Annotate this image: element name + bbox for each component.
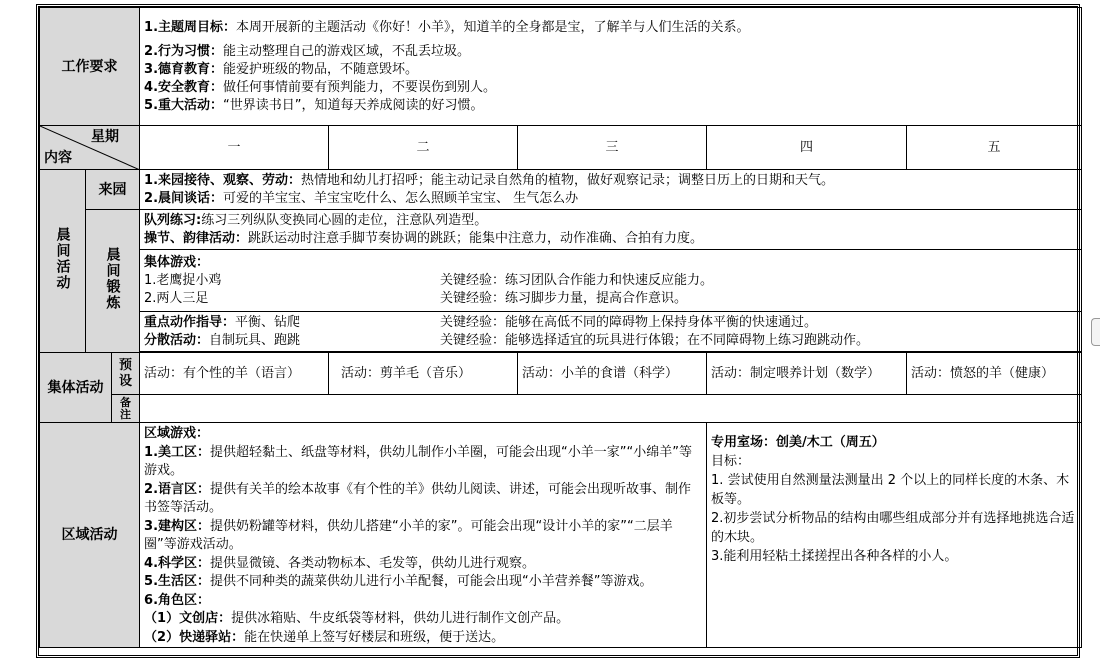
day-header: 二 [329,126,518,170]
day-header: 三 [518,126,707,170]
guidance-row: 分散活动：自制玩具、跑跳 关键经验：能够选择适宜的玩具进行体锻；在不同障碍物上练习跑跳动作。 [144,332,870,348]
weekly-plan-sheet [36,4,1080,658]
activity-cell: 活动：制定喂养计划（数学） [707,353,907,395]
activity-cell: 活动：愤怒的羊（健康） [907,353,1082,395]
week-label: 星期 [91,129,120,145]
group-activity-label: 集体活动 [40,353,112,423]
exercise-label: 晨间锻炼 [86,210,140,353]
activity-cell: 活动：有个性的羊（语言） [140,353,329,395]
area-games: 区域游戏： 1.美工区：提供超轻黏土、纸盘等材料，供幼儿制作小羊圈，可能会出现“小羊一家”“小绵羊”等游戏。 2.语言区：提供有关羊的绘本故事《有个性的羊》供幼儿阅读、讲述，可能会出现听故事、制作书签等活动。 3.建构区：提供奶粉罐等材料，供幼儿搭建“小羊的家”。可能会出现“设计小羊的家”“二层羊圈”等游戏活动。 4.科学区：提供显微镜、各类动物标本、毛发等，供幼儿进行观察。 5.生活区：提供不同种类的蔬菜供幼儿进行小羊配餐，可能会出现“小羊营养餐”等游戏。 6.角色区： （1）文创店：提供冰箱贴、牛皮纸袋等材料，供幼儿进行制作文创产品。 （2）快递驿站：能在快递单上签写好楼层和班级，便于送达。 [140,423,707,648]
arrival-label: 来园 [86,170,140,210]
week-content-header [40,126,140,170]
arrival-content: 1.来园接待、观察、劳动：热情地和幼儿打招呼；能主动记录自然角的植物，做好观察记录；调整日历上的日期和天气。 2.晨间谈话：可爱的羊宝宝、羊宝宝吃什么、怎么照顾羊宝宝、 生气怎么办 [140,170,1082,210]
area-activity-label: 区域活动 [40,423,140,648]
goal-item: 1. 尝试使用自然测量法测量出 2 个以上的同样长度的木条、木板等。 [711,473,1070,507]
day-header: 一 [140,126,329,170]
group-games: 集体游戏： 1.老鹰捉小鸡 关键经验：练习团队合作能力和快速反应能力。 2.两人三足 关键经验：练习脚步力量，提高合作意识。 [140,250,1082,312]
area-item: 5.生活区：提供不同种类的蔬菜供幼儿进行小羊配餐，可能会出现“小羊营养餐”等游戏。 [144,574,653,589]
area-item: 1.美工区：提供超轻黏土、纸盘等材料，供幼儿制作小羊圈，可能会出现“小羊一家”“小绵羊”等游戏。 [144,444,692,478]
exercise-drill: 队列练习:练习三列纵队变换同心圆的走位，注意队列造型。 操节、韵律活动：跳跃运动时注意手脚节奏协调的跳跃；能集中注意力，动作准确、合拍有力度。 [140,210,1082,250]
work-requirements-content [140,8,1082,126]
area-item: （1）文创店：提供冰箱贴、牛皮纸袋等材料，供幼儿进行制作文创产品。 [144,611,570,626]
exercise-guidance [140,312,1082,352]
activity-cell: 活动：小羊的食谱（科学） [518,353,707,395]
goal-item: 3.能利用轻粘土揉搓捏出各种各样的小人。 [711,549,958,564]
work-item: 5.重大活动：“世界读书日”，知道每天养成阅读的好习惯。 [144,97,484,113]
weekly-plan-table [39,7,1082,648]
side-scroll-handle[interactable] [1091,318,1100,346]
work-item: 2.行为习惯：能主动整理自己的游戏区域，不乱丢垃圾。 [144,43,471,59]
area-item: 4.科学区：提供显微镜、各类动物标本、毛发等，供幼儿进行观察。 [144,555,536,571]
guidance-row: 重点动作指导：平衡、钻爬 关键经验：能够在高低不同的障碍物上保持身体平衡的快速通过。 [144,314,818,330]
work-requirements-label: 工作要求 [40,8,140,126]
note-label: 备注 [112,395,140,423]
day-header: 四 [707,126,907,170]
morning-activity-label: 晨间活动 [40,170,86,353]
area-item: （2）快递驿站：能在快递单上签写好楼层和班级，便于送达。 [144,629,505,645]
plan-label: 预设 [112,353,140,395]
work-item: 1.主题周目标：本周开展新的主题活动《你好！小羊》，知道羊的全身都是宝，了解羊与人们生活的关系。 [144,19,750,35]
work-item: 4.安全教育：做任何事情前要有预判能力，不要误伤到别人。 [144,79,497,95]
note-content [140,395,1082,423]
work-item: 3.德育教育：能爱护班级的物品，不随意毁坏。 [144,61,419,77]
activity-cell: 活动：剪羊毛（音乐） [329,353,518,395]
special-room: 专用室场：创美/木工（周五） 目标： 1. 尝试使用自然测量法测量出 2 个以上的同样长度的木条、木板等。 2.初步尝试分析物品的结构由哪些组成部分并有选择地挑选合适的木块。 3.能利用轻粘土揉搓捏出各种各样的小人。 [707,423,1082,648]
content-label: 内容 [44,150,72,166]
area-item: 2.语言区：提供有关羊的绘本故事《有个性的羊》供幼儿阅读、讲述，可能会出现听故事、制作书签等活动。 [144,481,692,515]
goal-item: 2.初步尝试分析物品的结构由哪些组成部分并有选择地挑选合适的木块。 [711,511,1075,545]
day-header: 五 [907,126,1082,170]
area-item: 6.角色区： [144,592,211,608]
area-item: 3.建构区：提供奶粉罐等材料，供幼儿搭建“小羊的家”。可能会出现“设计小羊的家”“二层羊圈”等游戏活动。 [144,518,673,552]
game-row: 1.老鹰捉小鸡 关键经验：练习团队合作能力和快速反应能力。 [144,272,714,288]
game-row: 2.两人三足 关键经验：练习脚步力量，提高合作意识。 [144,290,688,306]
